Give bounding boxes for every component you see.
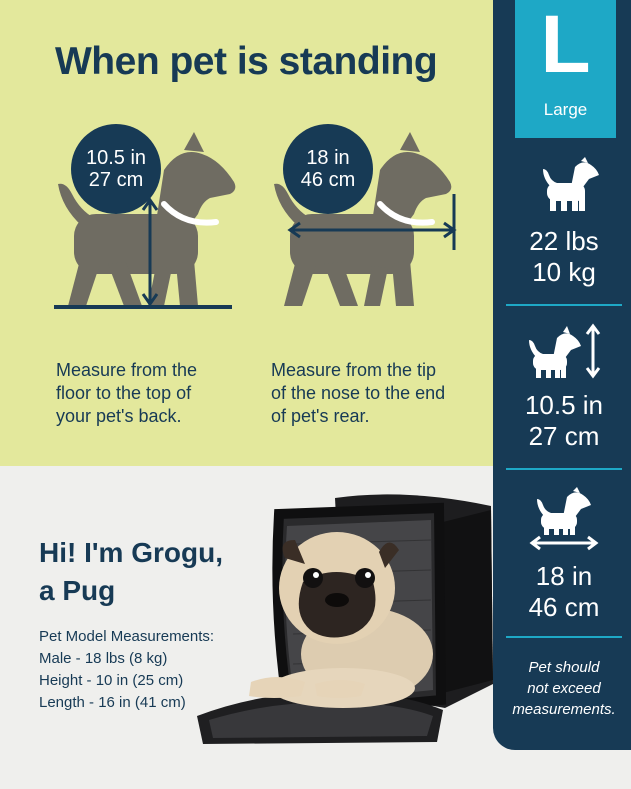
dog-height-icon	[527, 322, 603, 380]
length-badge-inches: 18 in	[306, 147, 350, 169]
weight-kg: 10 kg	[532, 257, 596, 287]
height-badge-inches: 10.5 in	[85, 147, 147, 169]
size-note	[506, 657, 622, 720]
height-badge	[71, 124, 161, 214]
size-letter: L	[540, 0, 591, 90]
sidebar-divider	[506, 468, 622, 470]
height-spec	[506, 390, 622, 452]
measurement-length: Length - 16 in (41 cm)	[39, 694, 186, 711]
dog-length-icon	[529, 487, 599, 551]
length-badge-cm: 46 cm	[300, 169, 356, 191]
height-in: 10.5 in	[524, 390, 604, 420]
measurement-weight: Male - 18 lbs (8 kg)	[39, 650, 168, 667]
pet-model-measurements	[39, 626, 214, 714]
length-in: 18 in	[535, 561, 593, 591]
height-caption	[56, 359, 266, 428]
sidebar-divider	[506, 304, 622, 306]
size-note-line: measurements.	[512, 701, 616, 718]
size-word: Large	[543, 100, 588, 119]
length-caption-line: Measure from the tip	[271, 360, 437, 380]
height-badge-cm: 27 cm	[88, 169, 144, 191]
length-caption-line: of pet's rear.	[271, 406, 370, 426]
length-cm: 46 cm	[528, 592, 600, 622]
dog-icon	[541, 157, 601, 213]
pug-in-carrier-photo	[195, 484, 495, 746]
sidebar-divider	[506, 636, 622, 638]
weight-lbs: 22 lbs	[529, 226, 599, 256]
height-caption-line: your pet's back.	[56, 406, 182, 426]
size-tag	[515, 0, 616, 138]
length-badge	[283, 124, 373, 214]
measurements-heading: Pet Model Measurements:	[39, 628, 215, 645]
pet-greeting-line: a Pug	[39, 575, 116, 606]
height-caption-line: floor to the top of	[56, 383, 192, 403]
length-caption	[271, 359, 481, 428]
height-cm: 27 cm	[528, 421, 600, 451]
weight-spec	[506, 226, 622, 288]
length-caption-line: of the nose to the end	[271, 383, 446, 403]
height-caption-line: Measure from the	[56, 360, 198, 380]
headline: When pet is standing	[55, 40, 438, 83]
measurement-height: Height - 10 in (25 cm)	[39, 672, 184, 689]
length-spec	[506, 561, 622, 623]
size-note-line: Pet should	[528, 659, 600, 676]
pet-greeting-line: Hi! I'm Grogu,	[39, 537, 223, 568]
size-note-line: not exceed	[527, 680, 601, 697]
